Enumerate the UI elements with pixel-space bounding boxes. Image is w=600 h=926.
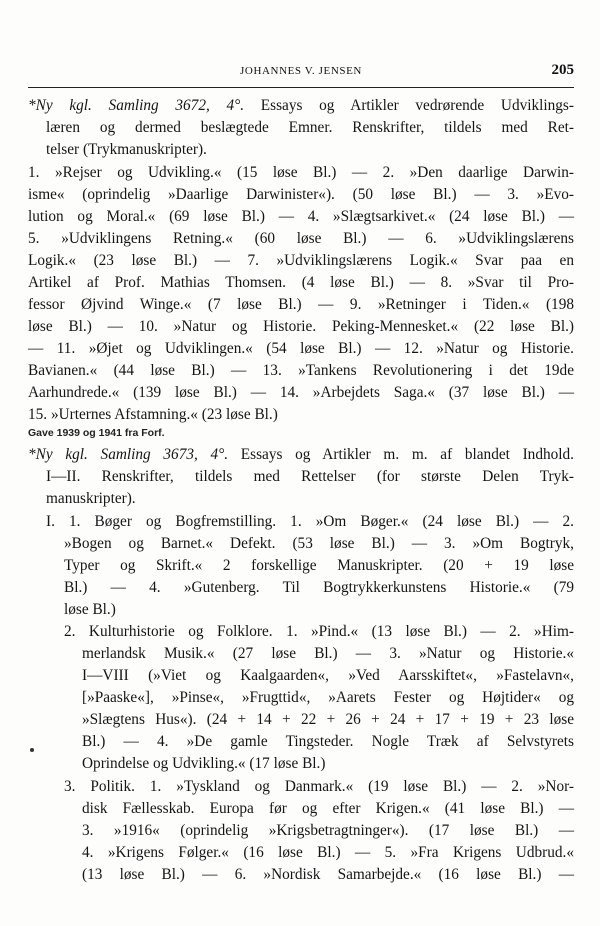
shelfmark-italic: *Ny kgl. Samling 3672, 4°. [28, 97, 245, 114]
text-line: 1. »Rejser og Udvikling.« (15 løse Bl.) — 2. »Den daarlige Darwin- [28, 164, 574, 181]
entry-3673-heading: *Ny kgl. Samling 3673, 4°. Essays og Artikler m. m. af blandet Indhold. [28, 446, 574, 463]
text-line: I—II. Renskrifter, tildels med Rettelser (for største Delen Tryk- [46, 468, 574, 485]
text-line: 15. »Urternes Afstamning.« (23 løse Bl.) [28, 406, 278, 423]
text-line: I—VIII (»Viet og Kaalgaarden«, »Ved Aarsskiftet«, »Fastelavn«, [82, 667, 574, 684]
running-head: JOHANNES V. JENSEN [240, 65, 362, 77]
text-line: fessor Øjvind Winge.« (7 løse Bl.) — 9. »Retninger i Tiden.« (198 [28, 296, 574, 313]
page-header [28, 62, 574, 86]
text-line: Oprindelse og Udvikling.« (17 løse Bl.) [82, 755, 326, 772]
provenance-note: Gave 1939 og 1941 fra Forf. [28, 427, 165, 439]
text-line: »Bogen og Barnet.« Defekt. (53 løse Bl.) — 3. »Om Bogtryk, [64, 535, 574, 552]
stray-dot-mark [30, 748, 34, 752]
text-line: Logik.« (23 løse Bl.) — 7. »Udviklingslærens Logik.« Svar paa en [28, 252, 574, 269]
text-line: 3. Politik. 1. »Tyskland og Danmark.« (19 løse Bl.) — 2. »Nor- [64, 778, 574, 795]
text-line: [»Paaske«], »Pinse«, »Frugttid«, »Aarets Fester og Højtider« og [82, 689, 574, 706]
text-line: 2. Kulturhistorie og Folklore. 1. »Pind.« (13 løse Bl.) — 2. »Him- [64, 623, 574, 640]
shelfmark-italic: *Ny kgl. Samling 3673, 4°. [28, 446, 229, 463]
text-line: Bl.) — 4. »De gamle Tingsteder. Nogle Træk af Selvstyrets [82, 733, 574, 750]
entry-3672-heading: *Ny kgl. Samling 3672, 4°. Essays og Artikler vedrørende Udviklings- [28, 97, 574, 114]
text-line: (13 løse Bl.) — 6. »Nordisk Samarbejde.« (16 løse Bl.) — [82, 866, 574, 883]
text-line: »Slægtens Hus«). (24 + 14 + 22 + 26 + 24 + 17 + 19 + 23 løse [82, 711, 574, 728]
page-number: 205 [551, 62, 574, 78]
text-line: Artikel af Prof. Mathias Thomsen. (4 løse Bl.) — 8. »Svar til Pro- [28, 274, 574, 291]
text-line: I. 1. Bøger og Bogfremstilling. 1. »Om Bøger.« (24 løse Bl.) — 2. [46, 513, 574, 530]
text-line: isme« (oprindelig »Daarlige Darwinister«). (50 løse Bl.) — 3. »Evo- [28, 186, 574, 203]
text-line: 4. »Krigens Følger.« (16 løse Bl.) — 5. »Fra Krigens Udbrud.« [82, 844, 574, 861]
header-rule [28, 87, 574, 88]
text-line: — 11. »Øjet og Udviklingen.« (54 løse Bl.) — 12. »Natur og Historie. [28, 340, 574, 357]
text-line: Aarhundrede.« (139 løse Bl.) — 14. »Arbejdets Saga.« (37 løse Bl.) — [28, 384, 574, 401]
text-line: manuskripter). [46, 490, 136, 507]
text-line: merlandsk Musik.« (27 løse Bl.) — 3. »Natur og Historie.« [82, 645, 574, 662]
text-line: 3. »1916« (oprindelig »Krigsbetragtninger«). (17 løse Bl.) — [82, 822, 574, 839]
text-line: Typer og Skrift.« 2 forskellige Manuskripter. (20 + 19 løse [64, 557, 574, 574]
text-line: telser (Trykmanuskripter). [46, 141, 207, 158]
text-line: Bl.) — 4. »Gutenberg. Til Bogtrykkerkunstens Historie.« (79 [64, 579, 574, 596]
text-line: løse Bl.) — 10. »Natur og Historie. Peking-Mennesket.« (22 løse Bl.) [28, 318, 574, 335]
text-line: disk Fællesskab. Europa før og efter Krigen.« (41 løse Bl.) — [82, 800, 574, 817]
text-line: Bavianen.« (44 løse Bl.) — 13. »Tankens Revolutionering i det 19de [28, 362, 574, 379]
text-line: 5. »Udviklingens Retning.« (60 løse Bl.) — 6. »Udviklingslærens [28, 230, 574, 247]
text-line: læren og dermed beslægtede Emner. Renskrifter, tildels med Ret- [46, 119, 574, 136]
text-line: lution og Moral.« (69 løse Bl.) — 4. »Slægtsarkivet.« (24 løse Bl.) — [28, 208, 574, 225]
text-line: løse Bl.) [64, 601, 116, 618]
